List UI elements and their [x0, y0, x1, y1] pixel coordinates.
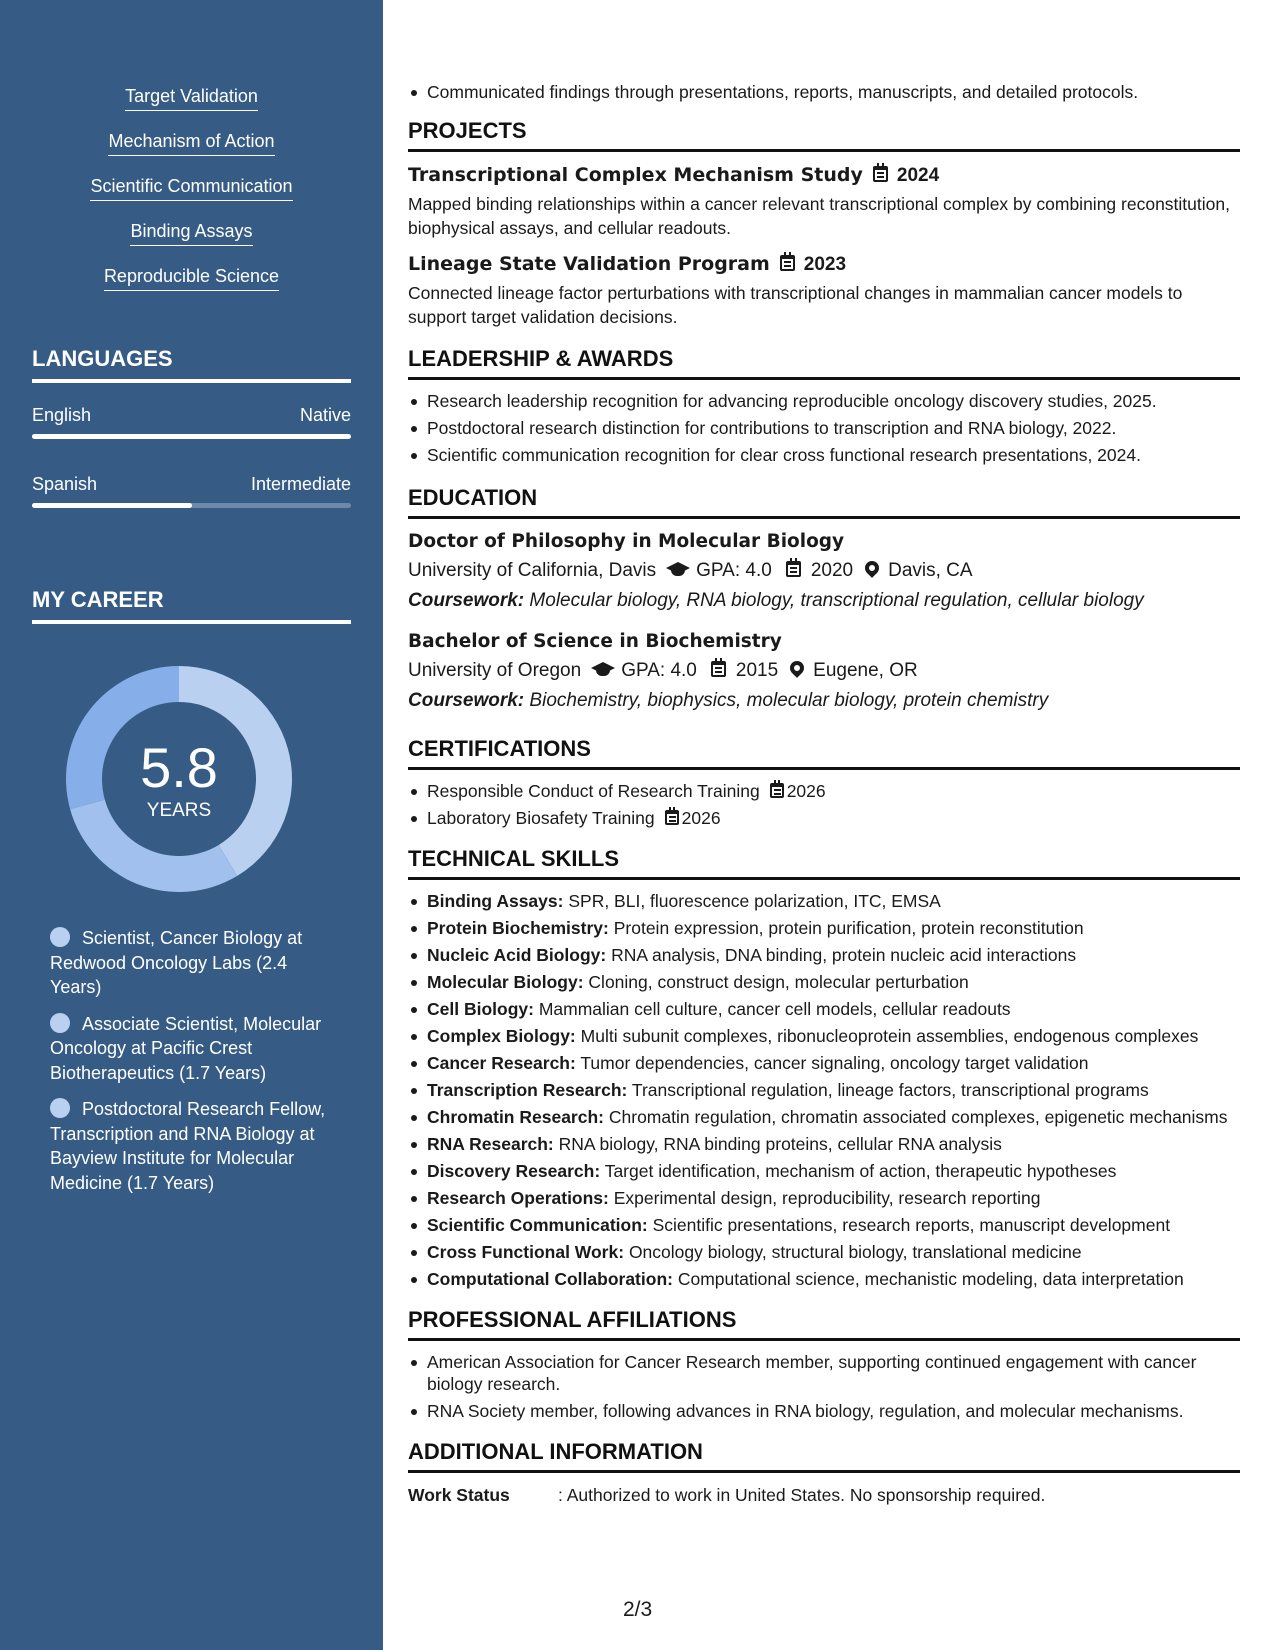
school-location: Davis, CA [888, 560, 973, 581]
career-item [50, 1012, 340, 1086]
list-item: American Association for Cancer Research member, supporting continued engagement with cancer biology research. [408, 1351, 1240, 1395]
skill-detail: Multi subunit complexes, ribonucleoprotein assemblies, endogenous complexes [580, 1026, 1199, 1046]
affiliations-heading: PROFESSIONAL AFFILIATIONS [408, 1306, 1240, 1341]
skill-detail: Scientific presentations, research reports, manuscript development [652, 1215, 1171, 1235]
certification-year: 2026 [681, 808, 721, 828]
language-bar-fill [32, 434, 351, 439]
coursework-label: Coursework: [408, 690, 525, 711]
degree-title: Doctor of Philosophy in Molecular Biology [408, 531, 845, 552]
sidebar [0, 0, 383, 1650]
career-total-years: 5.8 [140, 736, 218, 799]
list-item [408, 1052, 1240, 1074]
skill-link[interactable]: Binding Assays [130, 219, 252, 246]
graduation-year: 2020 [810, 560, 854, 581]
skill-detail: Experimental design, reproducibility, research reporting [613, 1188, 1041, 1208]
education-item [408, 529, 1240, 615]
list-item [408, 998, 1240, 1020]
list-item [408, 780, 1240, 802]
list-item [408, 1079, 1240, 1101]
calendar-icon [873, 166, 888, 182]
skill-detail: SPR, BLI, fluorescence polarization, ITC, EMSA [568, 891, 941, 911]
language-level: Intermediate [250, 474, 351, 494]
calendar-icon [770, 783, 784, 798]
list-item [408, 1133, 1240, 1155]
skill-detail: RNA analysis, DNA binding, protein nucleic acid interactions [611, 945, 1077, 965]
graduation-year: 2015 [735, 660, 779, 681]
school-name: University of California, Davis [408, 560, 657, 581]
work-status-value: : Authorized to work in United States. No sponsorship required. [558, 1485, 1046, 1505]
list-item [408, 890, 1240, 912]
skill-category: Binding Assays: [427, 891, 564, 911]
skill-list [0, 84, 383, 309]
additional-info-heading: ADDITIONAL INFORMATION [408, 1438, 1240, 1473]
certifications-heading: CERTIFICATIONS [408, 735, 1240, 770]
skill-detail: Computational science, mechanistic modeling, data interpretation [677, 1269, 1184, 1289]
skill-link[interactable]: Mechanism of Action [108, 129, 274, 156]
project-description: Mapped binding relationships within a cancer relevant transcriptional complex by combining reconstitution, biophysical assays, and cellular readouts. [408, 194, 1230, 238]
gpa: GPA: 4.0 [696, 560, 772, 581]
education-heading: EDUCATION [408, 484, 1240, 519]
skill-detail: Cloning, construct design, molecular perturbation [588, 972, 969, 992]
work-status-label: Work Status [408, 1485, 510, 1505]
project-title: Transcriptional Complex Mechanism Study [408, 164, 863, 186]
language-name: English [32, 405, 92, 425]
skill-detail: RNA biology, RNA binding proteins, cellular RNA analysis [558, 1134, 1002, 1154]
work-status-row [408, 1483, 1240, 1507]
list-item: RNA Society member, following advances in RNA biology, regulation, and molecular mechanisms. [408, 1400, 1240, 1422]
career-item-text: Postdoctoral Research Fellow, Transcription and RNA Biology at Bayview Institute for Molecular Medicine (1.7 Years) [50, 1099, 326, 1193]
project-description: Connected lineage factor perturbations with transcriptional changes in mammalian cancer models to support target validation decisions. [408, 283, 1183, 327]
career-dot-icon [50, 1013, 70, 1033]
location-pin-icon [787, 658, 807, 678]
career-dot-icon [50, 927, 70, 947]
skill-detail: Tumor dependencies, cancer signaling, oncology target validation [580, 1053, 1089, 1073]
technical-skills-heading: TECHNICAL SKILLS [408, 845, 1240, 880]
leadership-list [408, 390, 1240, 466]
skill-category: Chromatin Research: [427, 1107, 604, 1127]
graduation-cap-icon [666, 562, 690, 576]
calendar-icon [786, 561, 801, 577]
career-heading: MY CAREER [32, 586, 351, 624]
skill-category: RNA Research: [427, 1134, 554, 1154]
graduation-cap-icon [591, 662, 615, 676]
skill-category: Cross Functional Work: [427, 1242, 625, 1262]
skill-category: Cell Biology: [427, 999, 534, 1019]
career-item [50, 926, 340, 1000]
skill-category: Scientific Communication: [427, 1215, 648, 1235]
career-donut-chart [66, 666, 292, 892]
certification-name: Responsible Conduct of Research Training [427, 781, 760, 801]
list-item [408, 1106, 1240, 1128]
career-item-text: Associate Scientist, Molecular Oncology at Pacific Crest Biotherapeutics (1.7 Years) [50, 1013, 322, 1083]
list-item: Scientific communication recognition for clear cross functional research presentations, 2024. [408, 444, 1240, 466]
calendar-icon [780, 255, 795, 271]
experience-tail-list [408, 81, 1240, 103]
language-name: Spanish [32, 474, 98, 494]
list-item [408, 1187, 1240, 1209]
degree-title: Bachelor of Science in Biochemistry [408, 631, 782, 652]
affiliations-list [408, 1351, 1240, 1422]
language-bar-fill [32, 503, 192, 508]
language-bar [32, 503, 351, 508]
career-dot-icon [50, 1098, 70, 1118]
skill-category: Protein Biochemistry: [427, 918, 609, 938]
gpa: GPA: 4.0 [621, 660, 697, 681]
list-item [408, 1214, 1240, 1236]
education-item [408, 629, 1240, 715]
project-title: Lineage State Validation Program [408, 253, 770, 275]
location-pin-icon [862, 558, 882, 578]
list-item [408, 944, 1240, 966]
list-item: Communicated findings through presentations, reports, manuscripts, and detailed protocols. [408, 81, 1240, 103]
main-content [408, 0, 1240, 1507]
career-total-unit: YEARS [146, 800, 212, 821]
list-item: Research leadership recognition for advancing reproducible oncology discovery studies, 2025. [408, 390, 1240, 412]
skill-link[interactable]: Reproducible Science [104, 264, 279, 291]
list-item [408, 807, 1240, 829]
skill-detail: Target identification, mechanism of action, therapeutic hypotheses [604, 1161, 1117, 1181]
leadership-heading: LEADERSHIP & AWARDS [408, 345, 1240, 380]
skill-category: Nucleic Acid Biology: [427, 945, 607, 965]
career-list [50, 926, 340, 1207]
language-row [32, 403, 351, 427]
skill-category: Cancer Research: [427, 1053, 576, 1073]
language-level: Native [299, 405, 351, 425]
coursework-text: Biochemistry, biophysics, molecular biology, protein chemistry [529, 690, 1049, 711]
skill-link[interactable]: Target Validation [125, 84, 258, 111]
language-bar [32, 434, 351, 439]
list-item [408, 971, 1240, 993]
coursework-text: Molecular biology, RNA biology, transcriptional regulation, cellular biology [529, 590, 1144, 611]
career-item [50, 1097, 340, 1195]
skill-category: Complex Biology: [427, 1026, 576, 1046]
skill-detail: Chromatin regulation, chromatin associated complexes, epigenetic mechanisms [608, 1107, 1228, 1127]
list-item [408, 1241, 1240, 1263]
skill-detail: Protein expression, protein purification, protein reconstitution [613, 918, 1084, 938]
skill-link[interactable]: Scientific Communication [90, 174, 292, 201]
certification-year: 2026 [786, 781, 826, 801]
list-item [408, 1160, 1240, 1182]
project-item [408, 162, 1240, 240]
list-item: Postdoctoral research distinction for contributions to transcription and RNA biology, 2022. [408, 417, 1240, 439]
language-row [32, 472, 351, 496]
certification-name: Laboratory Biosafety Training [427, 808, 655, 828]
project-year: 2024 [896, 165, 940, 186]
skill-category: Transcription Research: [427, 1080, 628, 1100]
school-location: Eugene, OR [813, 660, 918, 681]
list-item [408, 1025, 1240, 1047]
skill-category: Molecular Biology: [427, 972, 584, 992]
skill-category: Research Operations: [427, 1188, 609, 1208]
coursework-label: Coursework: [408, 590, 525, 611]
languages-heading: LANGUAGES [32, 345, 351, 383]
career-item-text: Scientist, Cancer Biology at Redwood Oncology Labs (2.4 Years) [50, 928, 303, 997]
page-number: 2/3 [623, 1598, 653, 1621]
skill-detail: Oncology biology, structural biology, translational medicine [628, 1242, 1082, 1262]
school-name: University of Oregon [408, 660, 582, 681]
project-year: 2023 [803, 254, 847, 275]
calendar-icon [711, 661, 726, 677]
skill-detail: Transcriptional regulation, lineage factors, transcriptional programs [631, 1080, 1149, 1100]
list-item [408, 917, 1240, 939]
certifications-list [408, 780, 1240, 829]
skill-category: Discovery Research: [427, 1161, 601, 1181]
skill-category: Computational Collaboration: [427, 1269, 673, 1289]
projects-heading: PROJECTS [408, 117, 1240, 152]
project-item [408, 251, 1240, 329]
skill-detail: Mammalian cell culture, cancer cell models, cellular readouts [538, 999, 1011, 1019]
calendar-icon [665, 810, 679, 825]
list-item [408, 1268, 1240, 1290]
technical-skills-list [408, 890, 1240, 1290]
